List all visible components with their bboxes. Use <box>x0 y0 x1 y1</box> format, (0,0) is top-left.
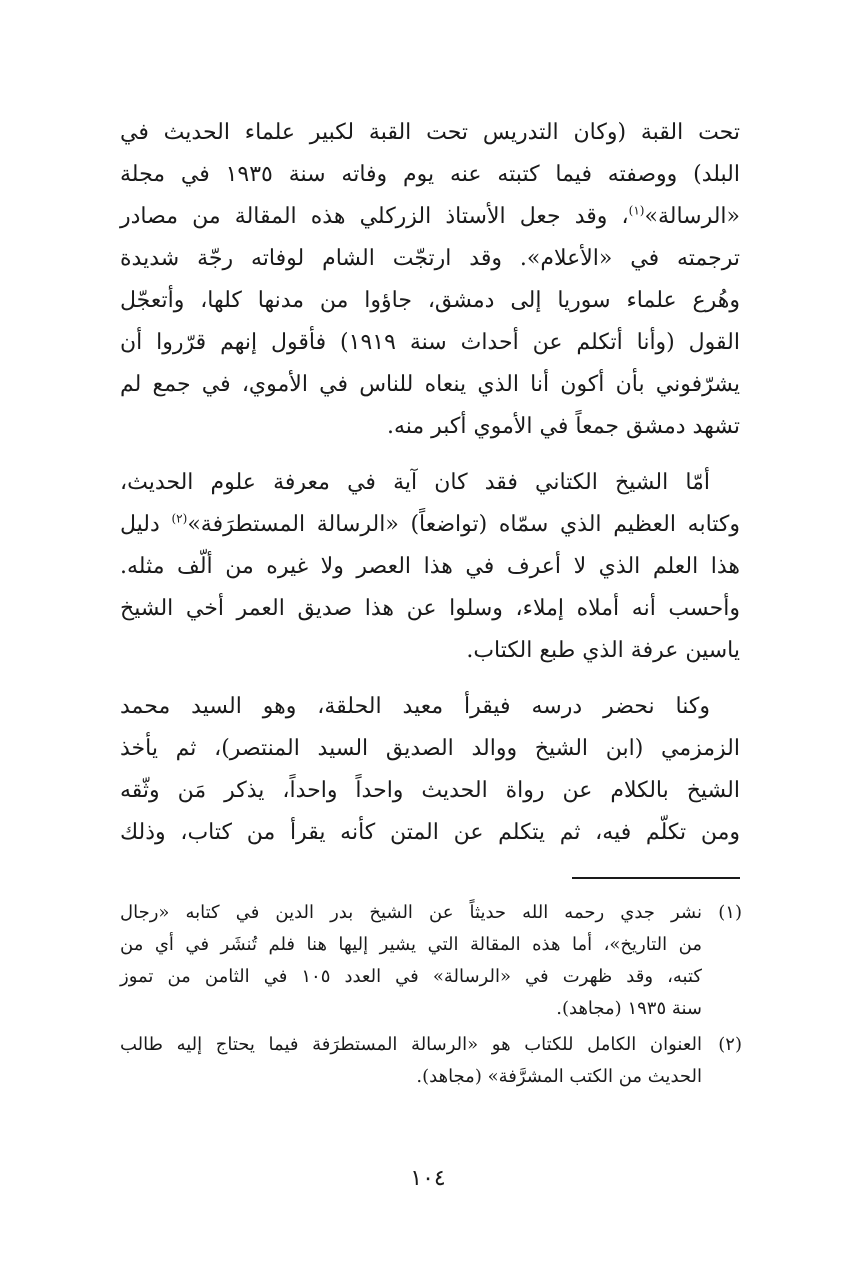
footnote-number: (٢) <box>718 1034 742 1055</box>
footnote-line: كتبه، وقد ظهرت في «الرسالة» في العدد ١٠٥ في الثامن من تموز <box>120 966 702 987</box>
main-text <box>120 112 740 868</box>
paragraph-3 <box>120 686 740 854</box>
text-line: ومن تكلّم فيه، ثم يتكلم عن المتن كأنه يقرأ من كتاب، وذلك <box>120 820 740 845</box>
text-segment: وكتابه العظيم الذي سمّاه (تواضعاً) «الرسالة المستطرَفة» <box>187 512 741 537</box>
text-line: وكنا نحضر درسه فيقرأ معيد الحلقة، وهو السيد محمد <box>120 694 710 719</box>
footnote-divider <box>572 877 740 879</box>
footnote-ref-1[interactable]: (١) <box>628 203 645 218</box>
footnote-line: الحديث من الكتب المشرَّفة» (مجاهد). <box>416 1066 702 1087</box>
text-line: البلد) ووصفته فيما كتبته عنه يوم وفاته سنة ١٩٣٥ في مجلة <box>120 162 741 187</box>
text-line: الشيخ بالكلام عن رواة الحديث واحداً واحداً، يذكر مَن وثّقه <box>120 778 740 803</box>
footnote-line: العنوان الكامل للكتاب هو «الرسالة المستطرَفة فيما يحتاج إليه طالب <box>120 1034 702 1055</box>
text-line: وهُرع علماء سوريا إلى دمشق، جاؤوا من مدنها كلها، وأتعجّل <box>120 288 740 313</box>
text-line: تشهد دمشق جمعاً في الأموي أكبر منه. <box>386 414 740 439</box>
text-line: الزمزمي (ابن الشيخ ووالد الصديق السيد المنتصر)، ثم يأخذ <box>120 736 740 761</box>
paragraph-1 <box>120 112 740 448</box>
footnote-line: من التاريخ»، أما هذه المقالة التي يشير إليها هنا فلم تُنشَر في أي من <box>120 934 702 955</box>
footnote-line: سنة ١٩٣٥ (مجاهد). <box>556 998 702 1019</box>
text-line: وأحسب أنه أملاه إملاء، وسلوا عن هذا صديق العمر أخي الشيخ <box>120 596 740 621</box>
text-line <box>120 504 740 546</box>
text-line: القول (وأنا أتكلم عن أحداث سنة ١٩١٩) فأقول إنهم قرّروا أن <box>120 330 740 355</box>
text-segment: ، وقد جعل الأستاذ الزركلي هذه المقالة من مصادر <box>120 204 629 229</box>
footnote-1 <box>120 897 742 1025</box>
text-line <box>120 196 740 238</box>
text-line: ترجمته في «الأعلام». وقد ارتجّت الشام لوفاته رجّة شديدة <box>120 246 740 271</box>
footnote-ref-2[interactable]: (٢) <box>171 511 188 526</box>
footnote-number: (١) <box>718 902 742 923</box>
footnote-line: نشر جدي رحمه الله حديثاً عن الشيخ بدر الدين في كتابه «رجال <box>120 902 702 923</box>
text-line: ياسين عرفة الذي طبع الكتاب. <box>466 638 740 663</box>
paragraph-2 <box>120 462 740 672</box>
text-line: أمّا الشيخ الكتاني فقد كان آية في معرفة علوم الحديث، <box>120 470 710 495</box>
page-number: ١٠٤ <box>410 1166 446 1191</box>
text-line: يشرّفوني بأن أكون أنا الذي ينعاه للناس في الأموي، في جمع لم <box>120 372 740 397</box>
text-segment: دليل <box>120 512 172 537</box>
text-line: تحت القبة (وكان التدريس تحت القبة لكبير علماء الحديث في <box>120 120 740 145</box>
text-line: هذا العلم الذي لا أعرف في هذا العصر ولا غيره من ألّف مثله. <box>120 554 740 579</box>
text-segment: «الرسالة» <box>644 204 740 229</box>
footnotes-section <box>120 897 742 1097</box>
footnote-2 <box>120 1029 742 1093</box>
